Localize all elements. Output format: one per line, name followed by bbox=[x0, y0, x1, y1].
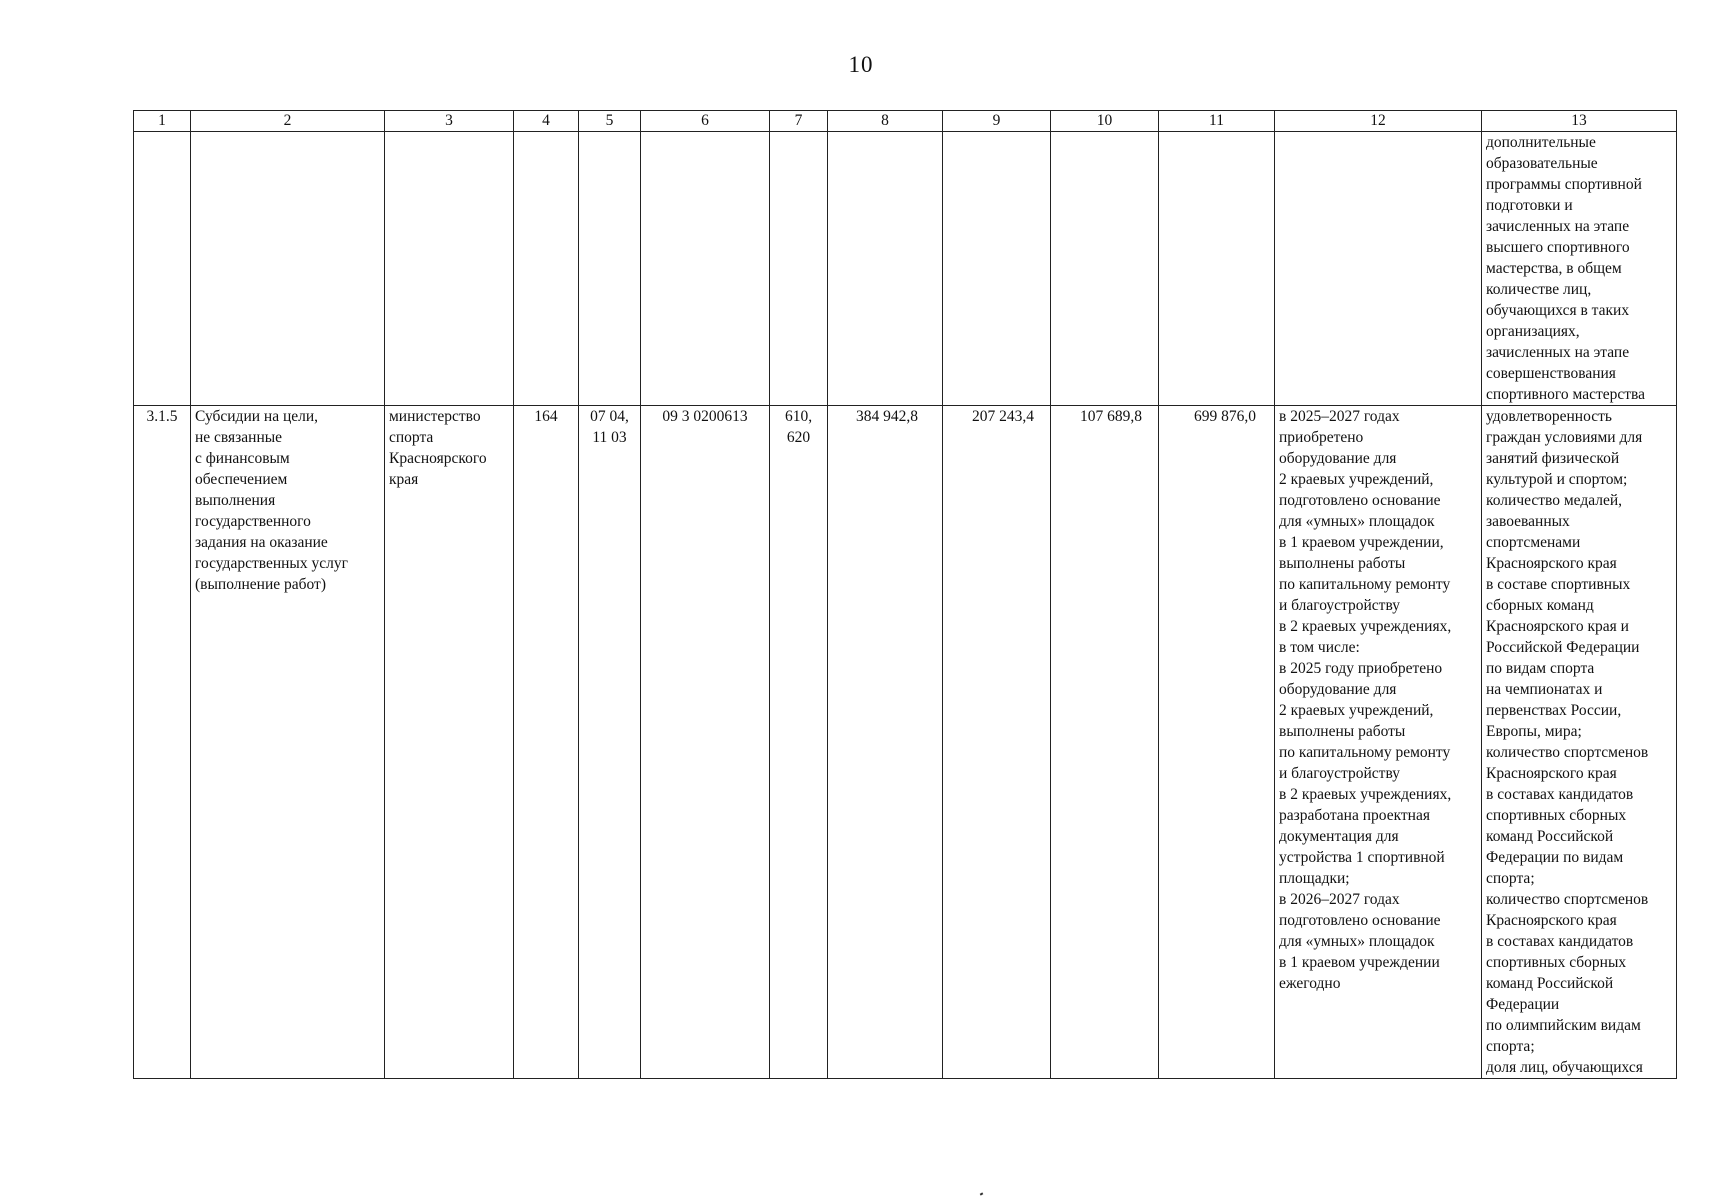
table-row bbox=[134, 406, 1677, 1079]
header-cell-10: 10 bbox=[1051, 111, 1159, 132]
cell bbox=[579, 132, 641, 406]
responsible-executor-cell: министерство спорта Красноярского края bbox=[385, 406, 514, 1079]
cell bbox=[385, 132, 514, 406]
cell bbox=[943, 132, 1051, 406]
header-cell-13: 13 bbox=[1482, 111, 1677, 132]
cell bbox=[1159, 132, 1275, 406]
expected-result-cell: в 2025–2027 годах приобретено оборудование для 2 краевых учреждений, подготовлено основание для «умных» площадок в 1 краевом учреждении, выполнены работы по капитальному ремонту и благоустройству в 2 краевых учреждениях, в том числе: в 2025 году приобретено оборудование для 2 краевых учреждений, выполнены работы по капитальному ремонту и благоустройству в 2 краевых учреждениях, разработана проектная документация для устройства 1 спортивной площадки; в 2026–2027 годах подготовлено основание для «умных» площадок в 1 краевом учреждении ежегодно bbox=[1275, 406, 1482, 1079]
indicator-cell-continued: дополнительные образовательные программы спортивной подготовки и зачисленных на этапе высшего спортивного мастерства, в общем количестве лиц, обучающихся в таких организациях, зачисленных на этапе совершенствования спортивного мастерства bbox=[1482, 132, 1677, 406]
target-article-cell: 09 3 0200613 bbox=[641, 406, 770, 1079]
program-table bbox=[133, 110, 1677, 1079]
amount-2027-cell: 107 689,8 bbox=[1051, 406, 1159, 1079]
header-cell-2: 2 bbox=[191, 111, 385, 132]
header-cell-1: 1 bbox=[134, 111, 191, 132]
scan-mark bbox=[980, 1192, 984, 1195]
cell bbox=[770, 132, 828, 406]
grbs-code-cell: 164 bbox=[514, 406, 579, 1079]
header-cell-7: 7 bbox=[770, 111, 828, 132]
indicator-cell: удовлетворенность граждан условиями для занятий физической культурой и спортом; количество медалей, завоеванных спортсменами Красноярского края в составе спортивных сборных команд Красноярского края и Российской Федерации по видам спорта на чемпионатах и первенствах России, Европы, мира; количество спортсменов Красноярского края в составах кандидатов спортивных сборных команд Российской Федерации по видам спорта; количество спортсменов Красноярского края в составах кандидатов спортивных сборных команд Российской Федерации по олимпийским видам спорта; доля лиц, обучающихся bbox=[1482, 406, 1677, 1079]
cell bbox=[1275, 132, 1482, 406]
header-cell-4: 4 bbox=[514, 111, 579, 132]
amount-2025-cell: 384 942,8 bbox=[828, 406, 943, 1079]
continuation-row bbox=[134, 132, 1677, 406]
cell bbox=[134, 132, 191, 406]
amount-total-cell: 699 876,0 bbox=[1159, 406, 1275, 1079]
amount-2026-cell: 207 243,4 bbox=[943, 406, 1051, 1079]
measure-name-cell: Субсидии на цели, не связанные с финансовым обеспечением выполнения государственного задания на оказание государственных услуг (выполнение работ) bbox=[191, 406, 385, 1079]
header-cell-3: 3 bbox=[385, 111, 514, 132]
cell bbox=[514, 132, 579, 406]
expense-type-cell: 610, 620 bbox=[770, 406, 828, 1079]
page-number: 10 bbox=[848, 52, 874, 77]
cell bbox=[1051, 132, 1159, 406]
header-cell-6: 6 bbox=[641, 111, 770, 132]
section-code-cell: 07 04, 11 03 bbox=[579, 406, 641, 1079]
header-cell-8: 8 bbox=[828, 111, 943, 132]
header-cell-5: 5 bbox=[579, 111, 641, 132]
header-row bbox=[134, 111, 1677, 132]
cell bbox=[828, 132, 943, 406]
header-cell-12: 12 bbox=[1275, 111, 1482, 132]
header-cell-11: 11 bbox=[1159, 111, 1275, 132]
item-number-cell: 3.1.5 bbox=[134, 406, 191, 1079]
header-cell-9: 9 bbox=[943, 111, 1051, 132]
cell bbox=[191, 132, 385, 406]
cell bbox=[641, 132, 770, 406]
